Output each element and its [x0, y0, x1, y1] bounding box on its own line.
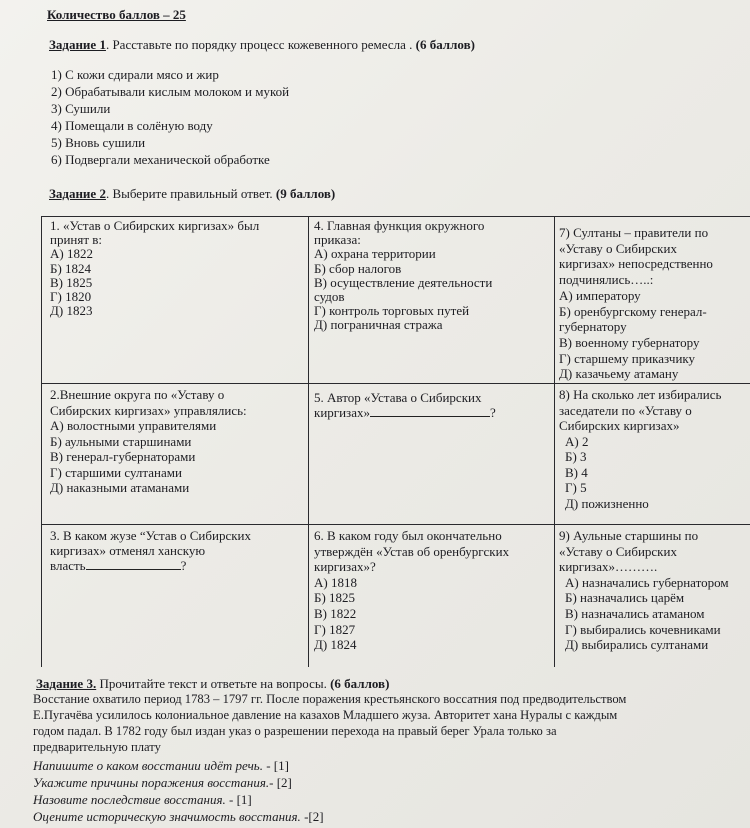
task3-question-4: Оцените историческую значимость восстания. -[2] — [33, 809, 324, 824]
task3-text: Прочитайте текст и ответьте на вопросы. — [96, 676, 327, 691]
task3-title — [36, 676, 389, 691]
table-border — [41, 216, 750, 217]
table-divider — [41, 383, 750, 384]
table-divider — [41, 524, 750, 525]
score-header: Количество баллов – 25 — [47, 7, 186, 22]
question-9: 9) Аульные старшины по «Уставу о Сибирских киргизах»………. А) назначались губернатором Б) назначались царём В) назначались атаманом Г) выбирались кочевниками Д) выбирались султанами — [559, 528, 729, 653]
question-4: 4. Главная функция окружного приказа: А) охрана территории Б) сбор налогов В) осуществление деятельности судов Г) контроль торговых путей Д) пограничная стража — [314, 218, 493, 333]
question-7: 7) Султаны – правители по «Уставу о Сибирских киргизах» непосредственно подчинялись…..: А) императору Б) оренбургскому генерал- губернатору В) военному губернатору Г) старшему приказчику Д) казачьему атаману — [559, 225, 713, 382]
table-divider — [308, 216, 309, 667]
table-border — [41, 216, 42, 667]
task2-label: Задание 2 — [49, 186, 106, 201]
task1-item: 2) Обрабатывали кислым молоком и мукой — [51, 84, 290, 99]
task1-item: 3) Сушили — [51, 101, 111, 116]
task1-item: 5) Вновь сушили — [51, 135, 146, 150]
task2-text: . Выберите правильный ответ. — [105, 186, 273, 201]
task3-question-2: Укажите причины поражения восстания.- [2] — [33, 775, 292, 790]
question-1: 1. «Устав о Сибирских киргизах» был принят в: А) 1822 Б) 1824 В) 1825 Г) 1820 Д) 1823 — [50, 218, 260, 319]
task1-text: . Расставьте по порядку процесс кожевенного ремесла . — [105, 37, 413, 52]
task3-paragraph-line: Е.Пугачёва усилилось колониальное давление на казахов Младшего жуза. Авторитет хана Нуралы с каждым — [33, 708, 618, 722]
question-8: 8) На сколько лет избирались заседатели по «Уставу о Сибирских киргизах» А) 2 Б) 3 В) 4 Г) 5 Д) пожизненно — [559, 387, 722, 511]
table-divider — [554, 216, 555, 667]
task3-question-3: Назовите последствие восстания. - [1] — [33, 792, 252, 807]
task3-paragraph-line: годом падал. В 1782 году был издан указ о разрешении перехода на правый берег Урала только за — [33, 724, 557, 738]
task2-title — [49, 186, 335, 201]
task1-points: (6 баллов) — [415, 37, 475, 52]
answer-blank[interactable] — [370, 405, 490, 417]
task1-item: 1) С кожи сдирали мясо и жир — [51, 67, 219, 82]
question-2: 2.Внешние округа по «Уставу о Сибирских киргизах» управлялись: А) волостными управителями Б) аульными старшинами В) генерал-губернаторами Г) старшими султанами Д) наказными атаманами — [50, 387, 247, 495]
questions-table — [41, 216, 750, 667]
question-6: 6. В каком году был окончательно утверждён «Устав об оренбургских киргизах»? А) 1818 Б) 1825 В) 1822 Г) 1827 Д) 1824 — [314, 528, 510, 653]
question-3: 3. В каком жузе “Устав о Сибирских киргизах» отменял ханскую власть ? — [50, 528, 252, 573]
task3-paragraph-line: Восстание охватило период 1783 – 1797 гг. После поражения крестьянского воссатния под предводительством — [33, 692, 627, 706]
task1-item: 6) Подвергали механической обработке — [51, 152, 270, 167]
task3-points: (6 баллов) — [330, 676, 390, 691]
task1-title — [49, 37, 475, 52]
task1-label: Задание 1 — [49, 37, 106, 52]
task1-item: 4) Помещали в солёную воду — [51, 118, 213, 133]
task3-paragraph-line: предварительную плату — [33, 740, 161, 754]
task2-points: (9 баллов) — [275, 186, 336, 201]
task3-label: Задание 3. — [36, 676, 97, 691]
answer-blank[interactable] — [86, 558, 181, 570]
task3-question-1: Напишите о каком восстании идёт речь. - [1] — [33, 758, 289, 773]
question-5: 5. Автор «Устава о Сибирских киргизах» ? — [314, 390, 496, 420]
